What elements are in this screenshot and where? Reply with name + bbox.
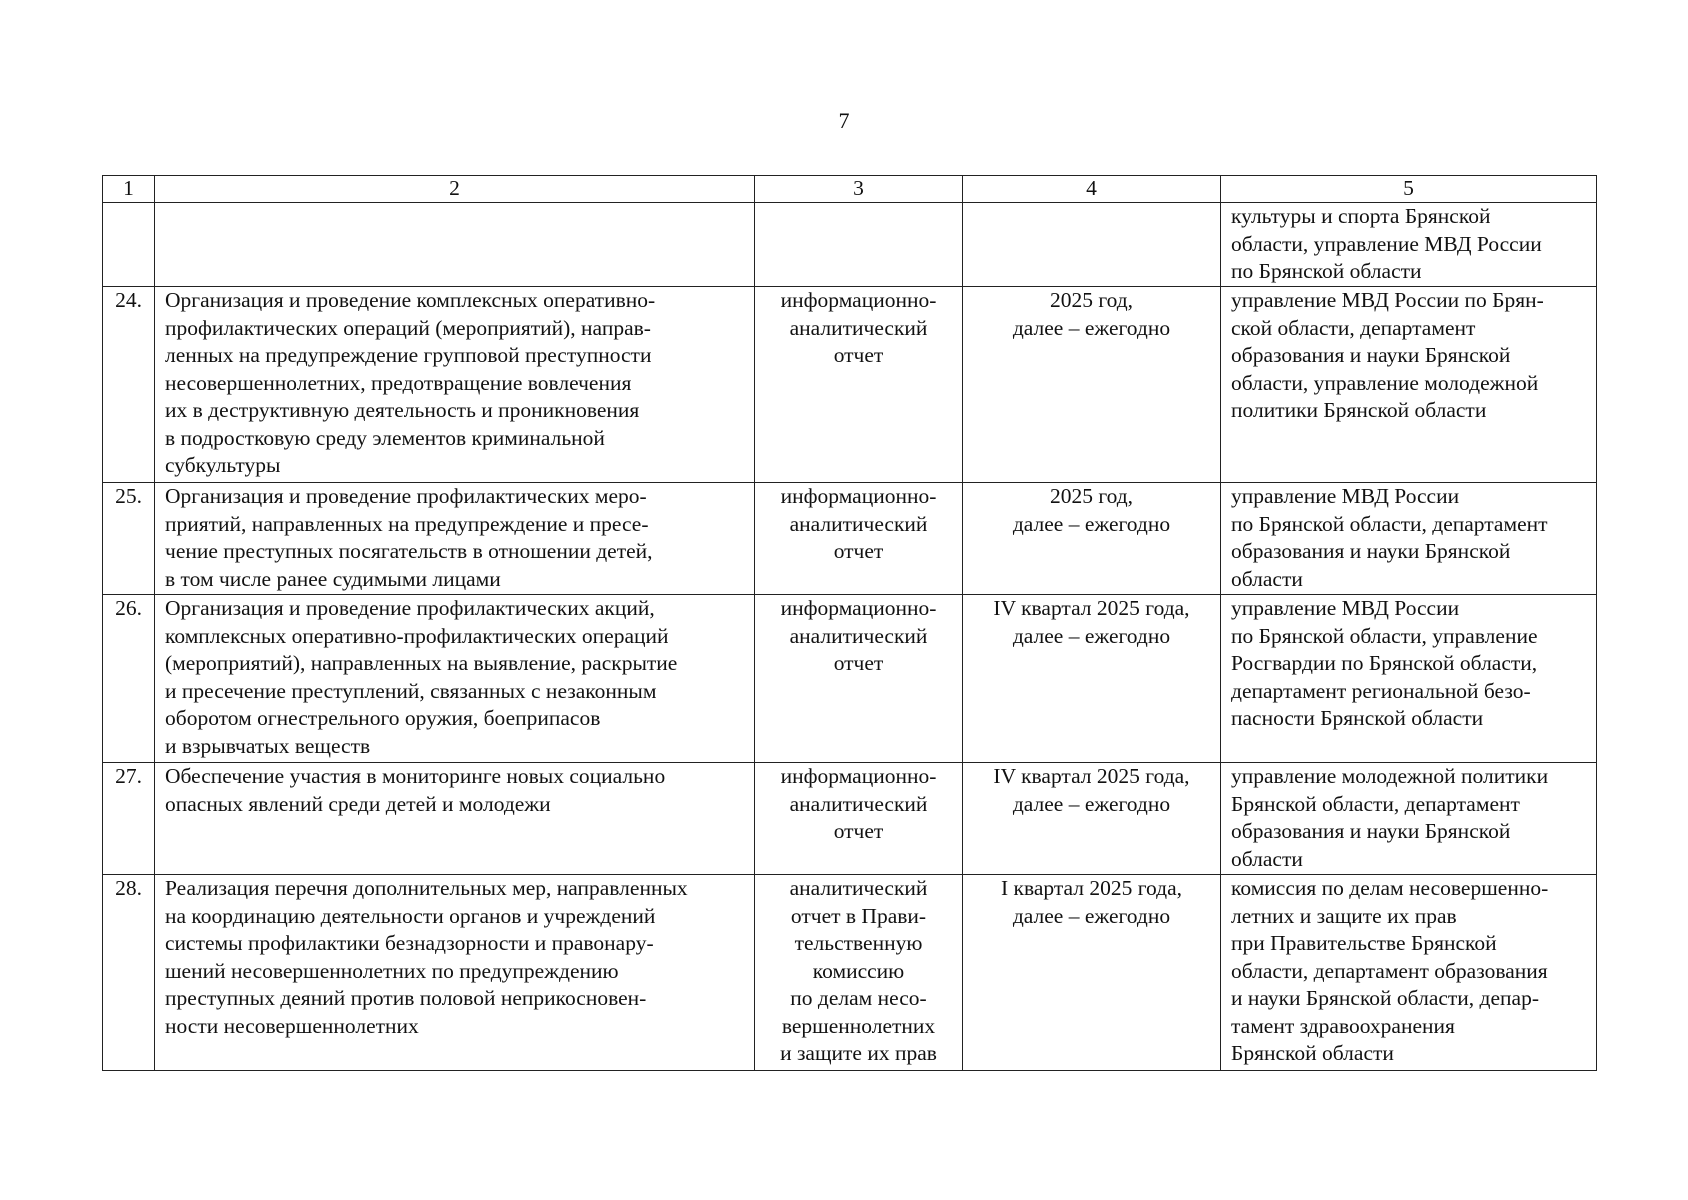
header-col-5: 5 [1221,176,1597,203]
row-number [103,203,155,287]
table-row [103,203,1597,287]
row-form: информационно- аналитический отчет [755,595,963,763]
table-row [103,483,1597,595]
header-col-3: 3 [755,176,963,203]
row-term: 2025 год, далее – ежегодно [963,287,1221,483]
row-responsible: культуры и спорта Брянской области, управление МВД России по Брянской области [1221,203,1597,287]
row-action: Организация и проведение профилактических меро- приятий, направленных на предупреждение и пресе- чение преступных посягательств в отношении детей, в том числе ранее судимыми лицами [155,483,755,595]
row-term [963,203,1221,287]
row-form: аналитический отчет в Прави- тельственную комиссию по делам несо- вершеннолетних и защите их прав [755,875,963,1071]
table-body [103,203,1597,1071]
row-responsible: управление МВД России по Брянской области, департамент образования и науки Брянской области [1221,483,1597,595]
row-term: I квартал 2025 года, далее – ежегодно [963,875,1221,1071]
row-responsible: управление МВД России по Брян- ской области, департамент образования и науки Брянской области, управление молодежной политики Брянской области [1221,287,1597,483]
row-form: информационно- аналитический отчет [755,483,963,595]
row-action: Организация и проведение профилактических акций, комплексных оперативно-профилактических операций (мероприятий), направленных на выявление, раскрытие и пресечение преступлений, связанных с незаконным оборотом огнестрельного оружия, боеприпасов и взрывчатых веществ [155,595,755,763]
row-number: 28. [103,875,155,1071]
table-row [103,287,1597,483]
row-term: IV квартал 2025 года, далее – ежегодно [963,763,1221,875]
row-term: IV квартал 2025 года, далее – ежегодно [963,595,1221,763]
row-number: 24. [103,287,155,483]
row-number: 26. [103,595,155,763]
row-responsible: комиссия по делам несовершенно- летних и защите их прав при Правительстве Брянской области, департамент образования и науки Брянской области, депар- тамент здравоохранения Брянской области [1221,875,1597,1071]
row-number: 25. [103,483,155,595]
row-number: 27. [103,763,155,875]
table-row [103,763,1597,875]
row-form: информационно- аналитический отчет [755,763,963,875]
row-action [155,203,755,287]
row-form [755,203,963,287]
header-col-1: 1 [103,176,155,203]
header-row [103,176,1597,203]
header-col-4: 4 [963,176,1221,203]
table-header [103,176,1597,203]
header-col-2: 2 [155,176,755,203]
page-number: 7 [838,108,850,133]
row-term: 2025 год, далее – ежегодно [963,483,1221,595]
row-responsible: управление МВД России по Брянской области, управление Росгвардии по Брянской области, департамент региональной безо- пасности Брянской области [1221,595,1597,763]
row-action: Обеспечение участия в мониторинге новых социально опасных явлений среди детей и молодежи [155,763,755,875]
row-responsible: управление молодежной политики Брянской области, департамент образования и науки Брянской области [1221,763,1597,875]
row-action: Реализация перечня дополнительных мер, направленных на координацию деятельности органов и учреждений системы профилактики безнадзорности и правонару- шений несовершеннолетних по предупреждению преступных деяний против половой неприкосновен- ности несовершеннолетних [155,875,755,1071]
table-row [103,595,1597,763]
measures-table [102,175,1597,1071]
row-form: информационно- аналитический отчет [755,287,963,483]
row-action: Организация и проведение комплексных оперативно- профилактических операций (мероприятий), направ- ленных на предупреждение групповой преступности несовершеннолетних, предотвращение вовлечения их в деструктивную деятельность и проникновения в подростковую среду элементов криминальной субкультуры [155,287,755,483]
table-row [103,875,1597,1071]
